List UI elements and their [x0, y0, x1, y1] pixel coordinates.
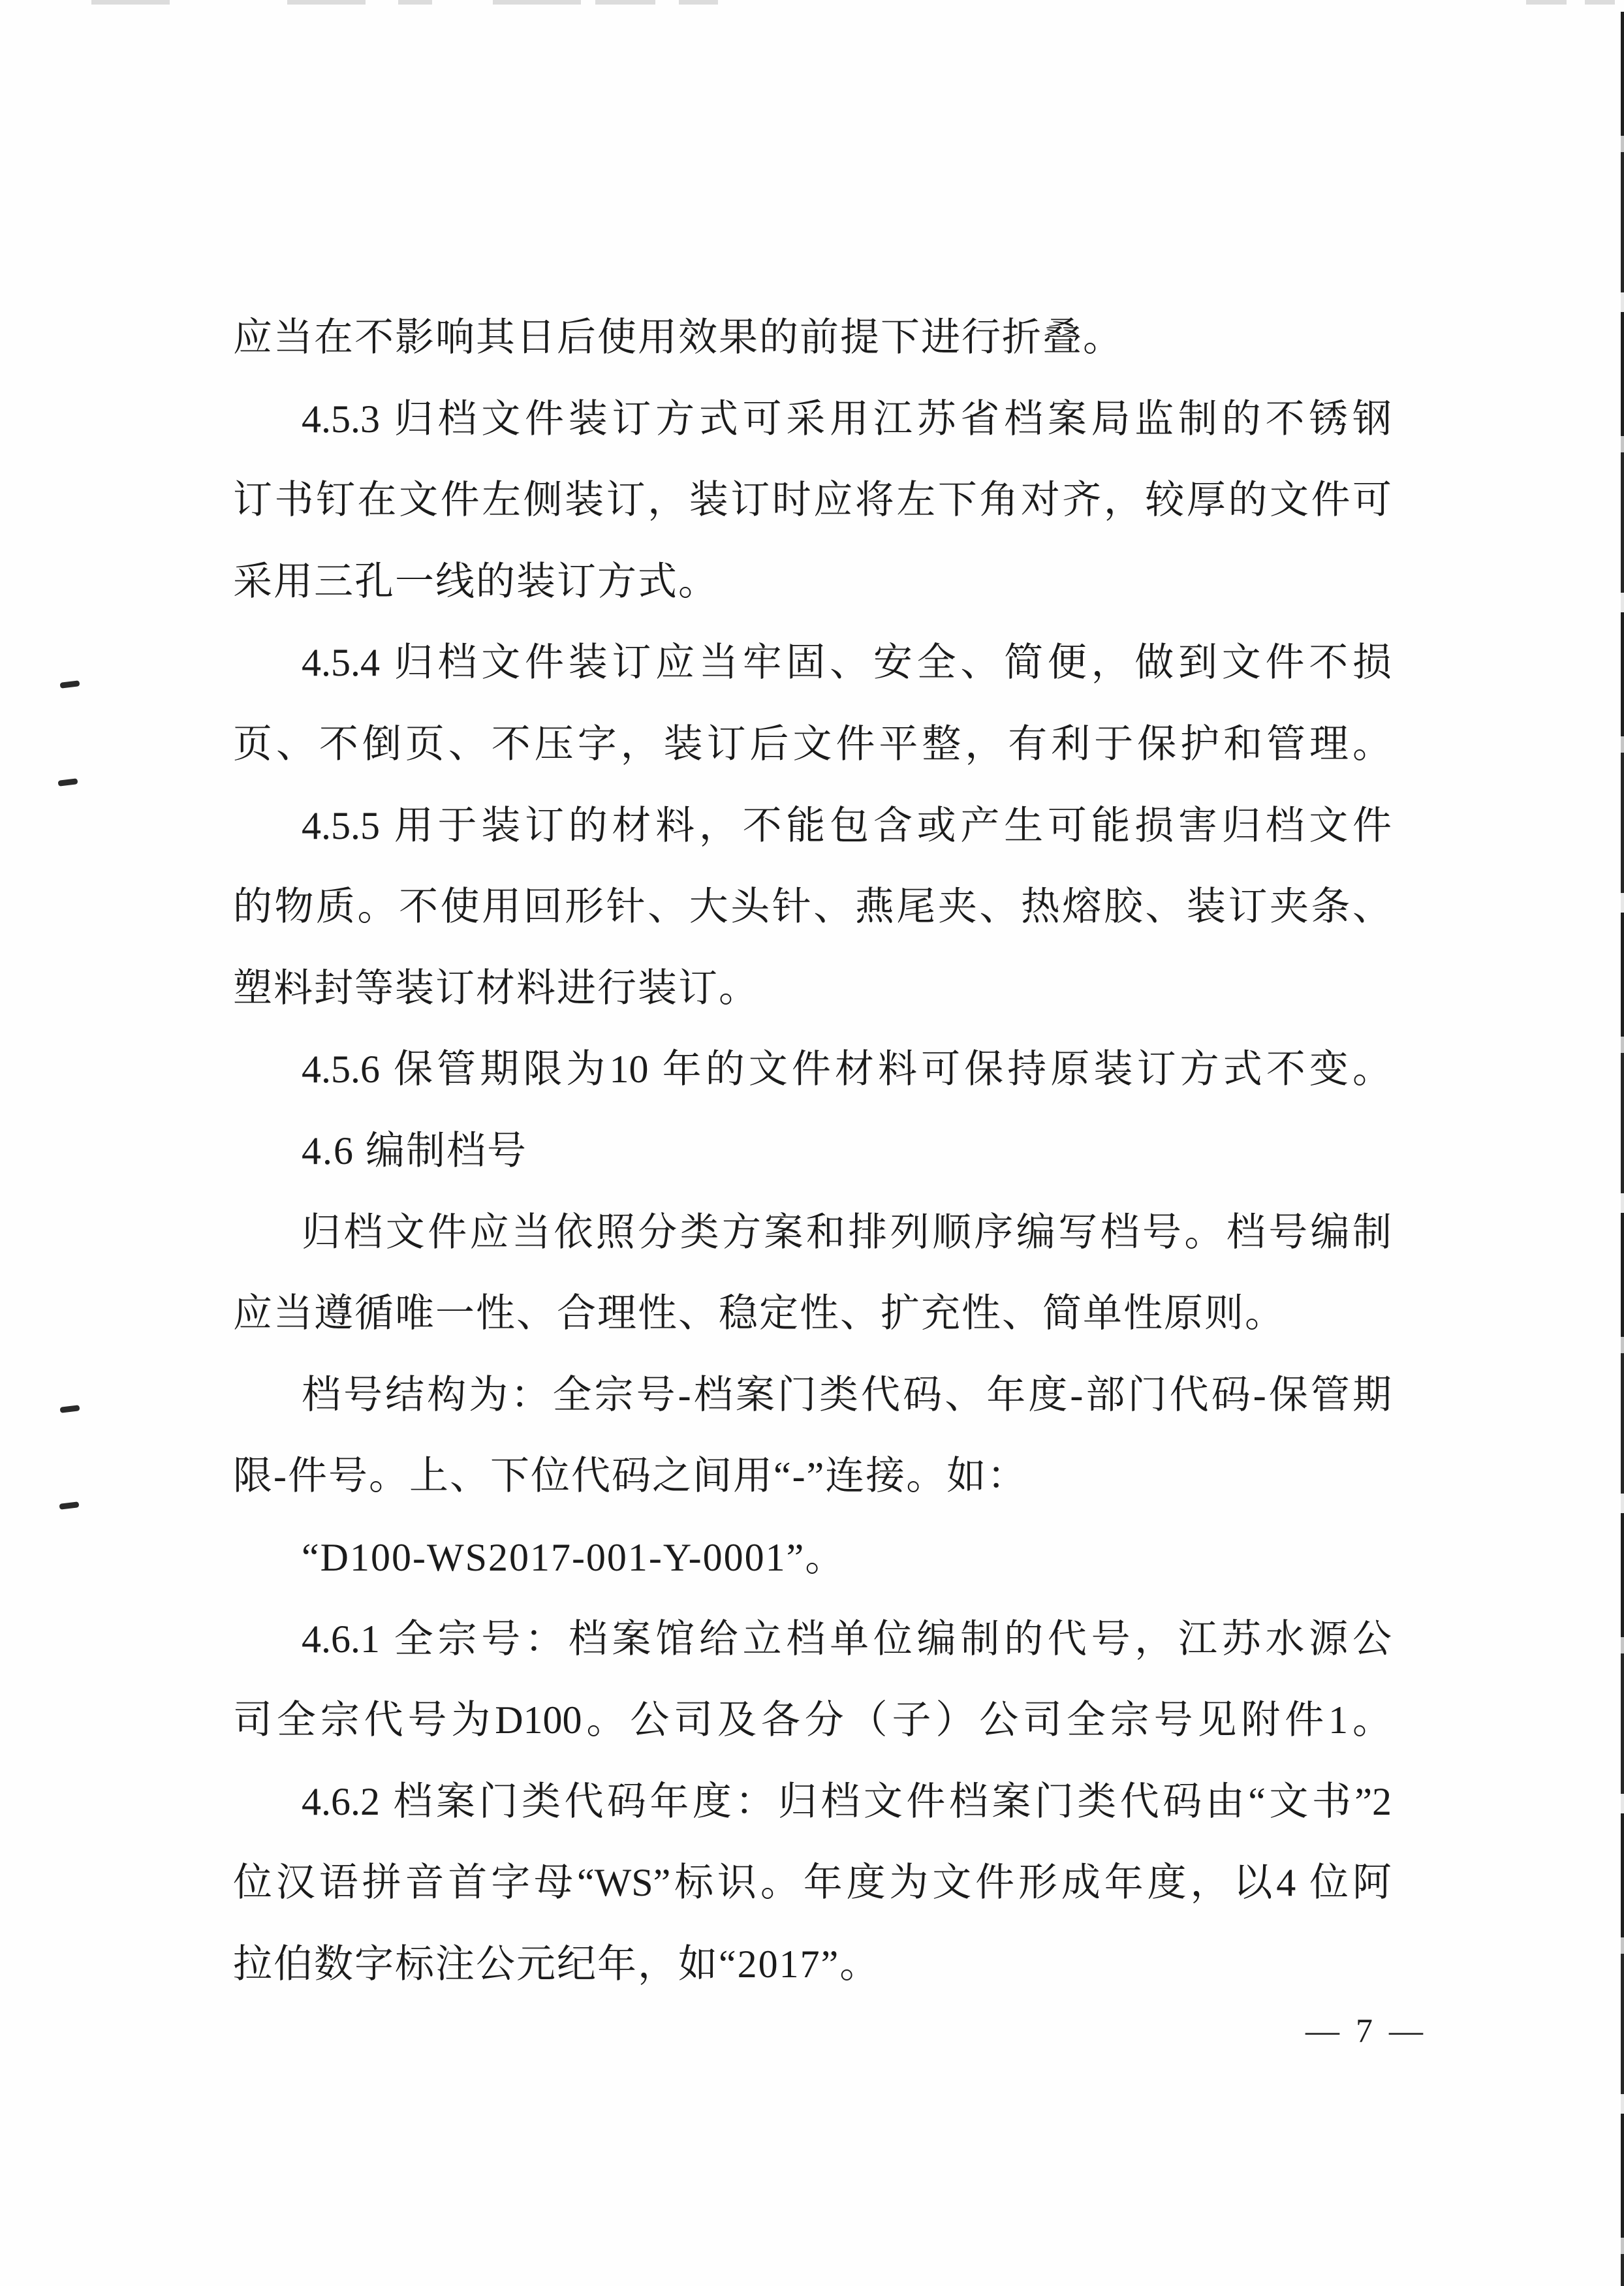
binding-dash-mark	[60, 680, 80, 689]
text-line: 页、不倒页、不压字，装订后文件平整，有利于保护和管理。	[233, 722, 1392, 766]
text-line: 司全宗代号为D100。公司及各分（子）公司全宗号见附件1。	[233, 1699, 1392, 1742]
text-line: 位汉语拼音首字母“WS”标识。年度为文件形成年度，以4 位阿	[233, 1861, 1392, 1905]
binding-dash-mark	[59, 1501, 80, 1510]
scan-edge-artifact	[595, 0, 655, 5]
binding-dash-mark	[60, 1405, 80, 1413]
text-line-section-4-6-heading: 4.6 编制档号	[302, 1129, 527, 1172]
scan-edge-artifact	[493, 0, 581, 5]
text-line-section-4-6-1: 4.6.1 全宗号：档案馆给立档单位编制的代号，江苏水源公	[302, 1617, 1392, 1661]
text-line-section-4-6-2: 4.6.2 档案门类代码年度：归档文件档案门类代码由“文书”2	[302, 1779, 1392, 1823]
text-line: 的物质。不使用回形针、大头针、燕尾夹、热熔胶、装订夹条、	[233, 885, 1392, 929]
text-line: 采用三孔一线的装订方式。	[233, 559, 719, 603]
text-line: 订书钉在文件左侧装订，装订时应将左下角对齐，较厚的文件可	[233, 478, 1392, 522]
scan-edge-artifact	[1526, 0, 1567, 5]
text-line: 拉伯数字标注公元纪年，如“2017”。	[233, 1942, 881, 1986]
scan-edge-artifact	[679, 0, 718, 5]
scan-right-edge-line	[1621, 12, 1624, 2286]
text-line-section-4-5-3: 4.5.3 归档文件装订方式可采用江苏省档案局监制的不锈钢	[302, 397, 1392, 441]
scan-edge-artifact	[287, 0, 366, 5]
page-number: — 7 —	[1305, 2012, 1427, 2050]
text-line: 应当在不影响其日后使用效果的前提下进行折叠。	[233, 316, 1123, 359]
scan-edge-artifact	[1585, 0, 1615, 5]
scan-edge-artifact	[91, 0, 170, 5]
text-line-section-4-5-4: 4.5.4 归档文件装订应当牢固、安全、简便，做到文件不损	[302, 641, 1392, 685]
text-line: 档号结构为：全宗号-档案门类代码、年度-部门代码-保管期	[302, 1373, 1392, 1417]
text-line-section-4-5-5: 4.5.5 用于装订的材料，不能包含或产生可能损害归档文件	[302, 804, 1392, 847]
text-line: 归档文件应当依照分类方案和排列顺序编写档号。档号编制	[302, 1210, 1392, 1254]
text-line: 应当遵循唯一性、合理性、稳定性、扩充性、简单性原则。	[233, 1292, 1285, 1336]
scan-edge-artifact	[398, 0, 432, 5]
document-body	[233, 297, 1392, 2005]
text-line-section-4-5-6: 4.5.6 保管期限为10 年的文件材料可保持原装订方式不变。	[302, 1048, 1392, 1091]
binding-dash-mark	[58, 778, 78, 787]
text-line: 塑料封等装订材料进行装订。	[233, 966, 759, 1010]
text-line: 限-件号。上、下位代码之间用“-”连接。如：	[233, 1454, 1028, 1498]
text-line-archive-code-example: “D100-WS2017-001-Y-0001”。	[302, 1535, 846, 1579]
